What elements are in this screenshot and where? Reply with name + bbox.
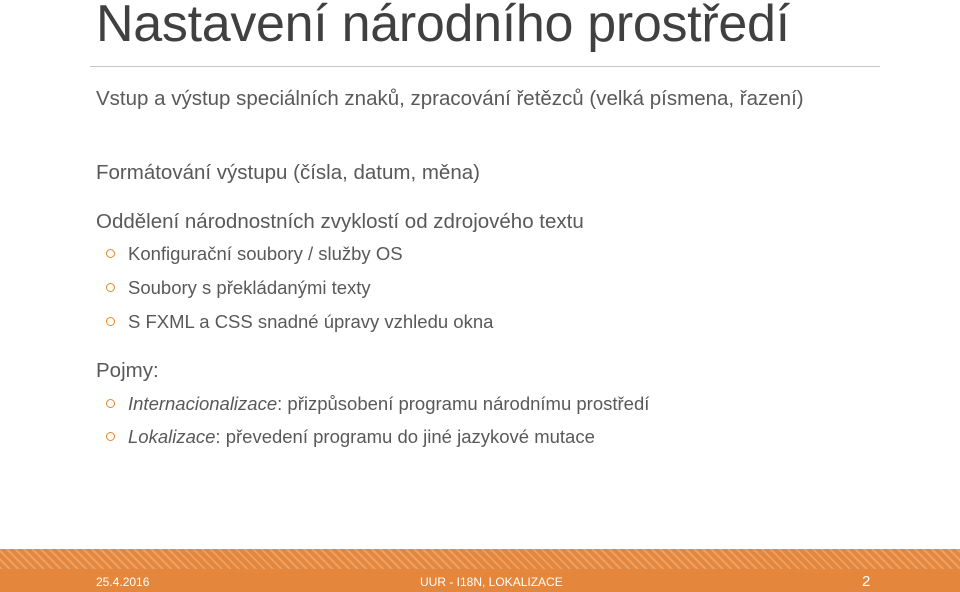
term-name: Internacionalizace: [128, 393, 278, 414]
term-definition: : převedení programu do jiné jazykové mutace: [215, 426, 595, 447]
subitem-text: Konfigurační soubory / služby OS: [128, 243, 403, 264]
subitem-translated-files: [106, 276, 371, 300]
term-definition: : přizpůsobení programu národnímu prostředí: [277, 393, 650, 414]
term-internationalization: [106, 392, 649, 416]
footer-pattern: [0, 549, 960, 569]
circle-bullet-icon: [106, 317, 115, 326]
circle-bullet-icon: [106, 432, 115, 441]
title-divider: [90, 66, 880, 67]
subitem-fxml-css: [106, 310, 493, 334]
subitem-text: S FXML a CSS snadné úpravy vzhledu okna: [128, 311, 494, 332]
term-localization: [106, 425, 595, 449]
page-number: 2: [862, 573, 871, 590]
circle-bullet-icon: [106, 249, 115, 258]
circle-bullet-icon: [106, 399, 115, 408]
subitem-config-files: [106, 242, 403, 266]
bullet-item-special-chars: Vstup a výstup speciálních znaků, zpracování řetězců (velká písmena, řazení): [96, 87, 804, 110]
term-name: Lokalizace: [128, 426, 216, 447]
bullet-item-output-format: Formátování výstupu (čísla, datum, měna): [96, 161, 480, 184]
terms-heading: Pojmy:: [96, 359, 159, 382]
footer-title: UUR - I18N, LOKALIZACE: [420, 575, 563, 589]
slide-title: Nastavení národního prostředí: [96, 0, 790, 53]
bullet-item-separation: Oddělení národnostních zvyklostí od zdrojového textu: [96, 210, 584, 233]
footer-date: 25.4.2016: [96, 575, 150, 589]
circle-bullet-icon: [106, 283, 115, 292]
subitem-text: Soubory s překládanými texty: [128, 277, 371, 298]
